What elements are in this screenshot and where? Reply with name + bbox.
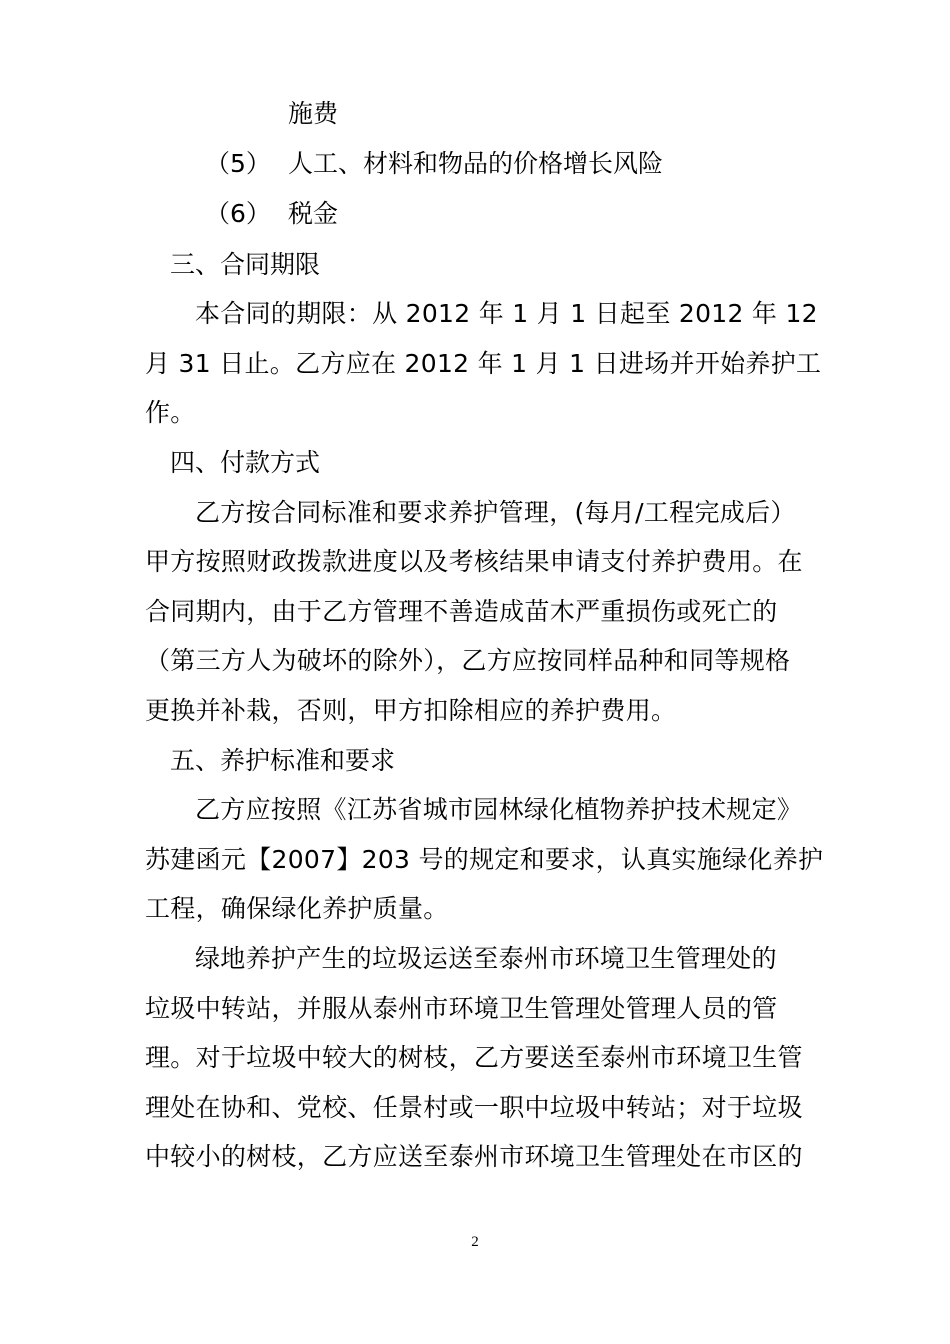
paragraph-line: 作。 — [145, 398, 196, 427]
paragraph-line: 更换并补栽，否则，甲方扣除相应的养护费用。 — [145, 696, 677, 725]
section-heading-3: 三、合同期限 — [170, 250, 321, 279]
paragraph-line: 乙方应按照《江苏省城市园林绿化植物养护技术规定》 — [195, 795, 803, 824]
paragraph-line: 合同期内，由于乙方管理不善造成苗木严重损伤或死亡的 — [145, 597, 778, 626]
item-number-6: （6） — [205, 199, 271, 228]
section-heading-4: 四、付款方式 — [170, 448, 321, 477]
paragraph-line: 甲方按照财政拨款进度以及考核结果申请支付养护费用。在 — [145, 547, 803, 576]
paragraph-line: 中较小的树枝，乙方应送至泰州市环境卫生管理处在市区的 — [145, 1142, 803, 1171]
page-number: 2 — [471, 1234, 479, 1250]
paragraph-line: 工程，确保绿化养护质量。 — [145, 894, 449, 923]
paragraph-line: 垃圾中转站，并服从泰州市环境卫生管理处管理人员的管 — [145, 994, 778, 1023]
paragraph-line: （第三方人为破坏的除外），乙方应按同样品种和同等规格 — [145, 646, 791, 675]
paragraph-line: 理处在协和、党校、任景村或一职中垃圾中转站；对于垃圾 — [145, 1093, 803, 1122]
section-heading-5: 五、养护标准和要求 — [170, 746, 396, 775]
item-text-6: 税金 — [288, 199, 339, 228]
item-number-5: （5） — [205, 149, 271, 178]
item-text-5: 人工、材料和物品的价格增长风险 — [288, 149, 664, 178]
paragraph-line: 本合同的期限：从 2012 年 1 月 1 日起至 2012 年 12 — [195, 299, 818, 328]
paragraph-line: 月 31 日止。乙方应在 2012 年 1 月 1 日进场并开始养护工 — [145, 349, 822, 378]
paragraph-line: 苏建函元【2007】203 号的规定和要求，认真实施绿化养护 — [145, 845, 824, 874]
paragraph-line: 乙方按合同标准和要求养护管理，(每月/工程完成后） — [195, 498, 796, 527]
continuation-text: 施费 — [288, 99, 339, 128]
paragraph-line: 绿地养护产生的垃圾运送至泰州市环境卫生管理处的 — [195, 944, 777, 973]
paragraph-line: 理。对于垃圾中较大的树枝，乙方要送至泰州市环境卫生管 — [145, 1043, 803, 1072]
